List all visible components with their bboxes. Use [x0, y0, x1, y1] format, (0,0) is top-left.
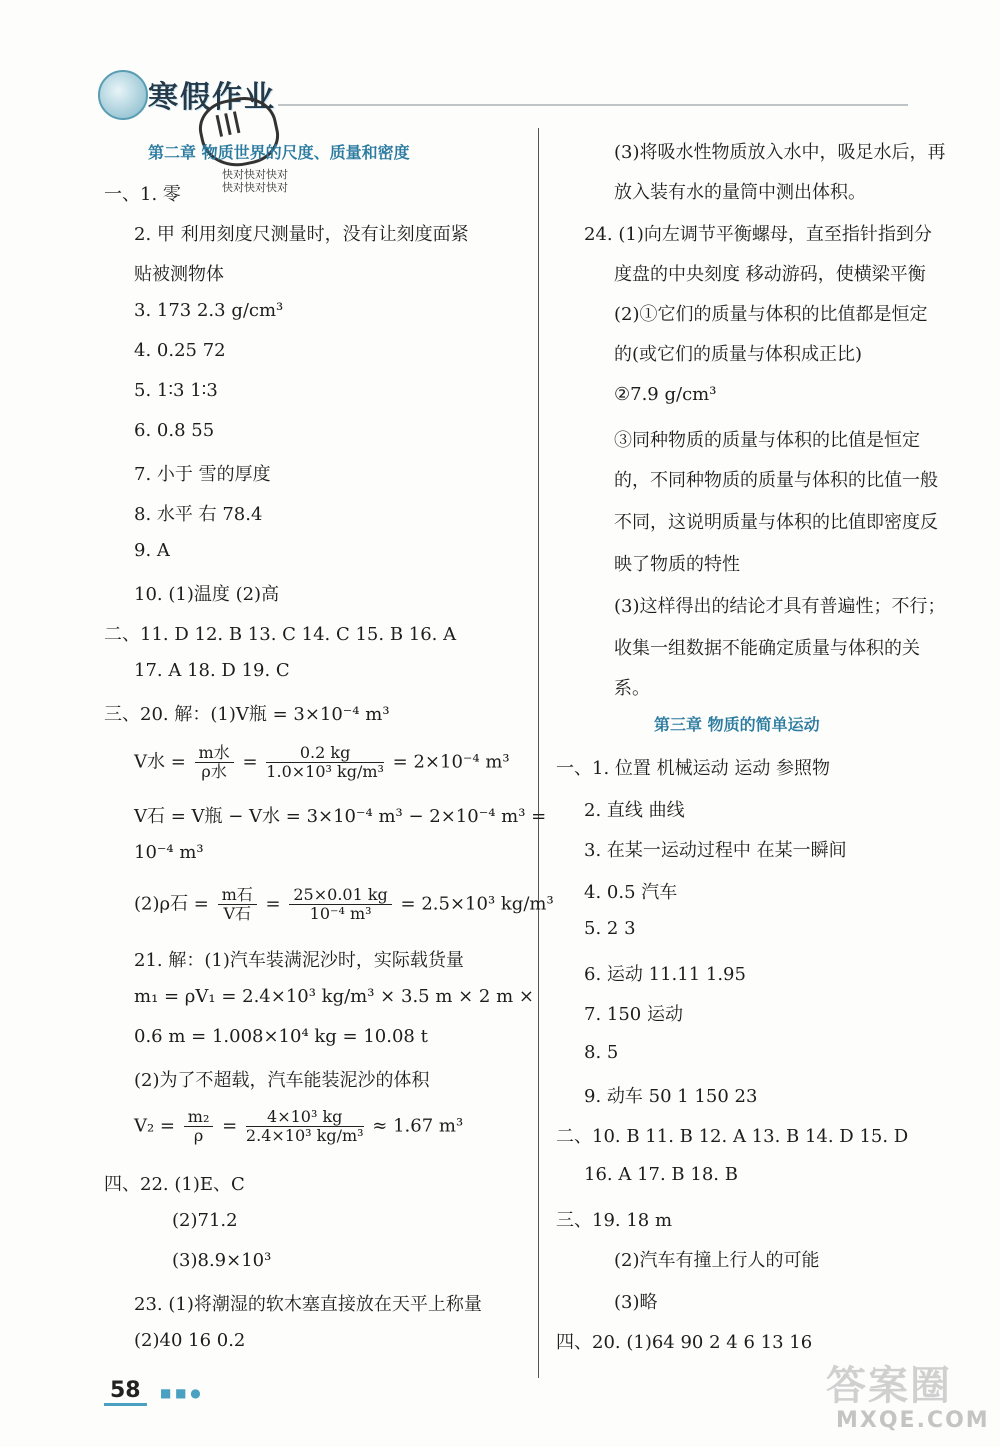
watermark-url: MXQE.COM: [836, 1408, 990, 1433]
header-rule: [278, 104, 908, 106]
answer-line: (2)汽车有撞上行人的可能: [614, 1250, 820, 1271]
answer-line: (3)将吸水性物质放入水中，吸足水后，再: [614, 142, 946, 163]
answer-line: 10. (1)温度 (2)高: [134, 584, 280, 605]
answer-line: 三、20. 解：(1)V瓶 = 3×10⁻⁴ m³: [104, 704, 390, 725]
answer-line: 6. 0.8 55: [134, 420, 215, 441]
answer-line: 2. 甲 利用刻度尺测量时，没有让刻度面紧: [134, 224, 469, 245]
answer-line: (2)71.2: [172, 1210, 238, 1231]
answer-line: 9. 动车 50 1 150 23: [584, 1086, 758, 1107]
answer-line: 的(或它们的质量与体积成正比): [614, 344, 863, 365]
equation-v-stone: V石 = V瓶 − V水 = 3×10⁻⁴ m³ − 2×10⁻⁴ m³ =: [134, 806, 547, 827]
answer-line: 三、19. 18 m: [556, 1210, 673, 1231]
answer-line: 二、10. B 11. B 12. A 13. B 14. D 15. D: [556, 1126, 909, 1147]
answer-line: 17. A 18. D 19. C: [134, 660, 290, 681]
column-divider: [538, 128, 539, 1378]
equation-v2: V₂ = $\frac{\text{m₂}}{\rho}$ = $\frac{\text{4×10³ kg}}{\text{2.4×10³ kg/m³}}$ ≈ 1.67 m³: [134, 1107, 464, 1145]
answer-line: 不同，这说明质量与体积的比值即密度反: [614, 512, 938, 533]
answer-line: (2)①它们的质量与体积的比值都是恒定: [614, 304, 928, 325]
stamp-mark: III: [211, 105, 245, 146]
answer-line: 一、1. 位置 机械运动 运动 参照物: [556, 758, 831, 779]
answer-line: 8. 5: [584, 1042, 619, 1063]
equation-v-water: V水 = $\frac{\text{m水}}{\text{ρ水}}$ = $\frac{0.2 kg}{\text{1.0×10³ kg/m³}}$ = 2×10⁻⁴ m³: [134, 743, 510, 781]
answer-line: 23. (1)将潮湿的软木塞直接放在天平上称量: [134, 1294, 482, 1315]
answer-line: 度盘的中央刻度 移动游码，使横梁平衡: [614, 264, 926, 285]
answer-line: 24. (1)向左调节平衡螺母，直至指针指到分: [584, 224, 932, 245]
answer-line: 一、1. 零: [104, 184, 181, 205]
header-title: 寒假作业: [148, 80, 276, 115]
answer-line: 四、20. (1)64 90 2 4 6 13 16: [556, 1332, 813, 1353]
answer-line: 5. 1∶3 1∶3: [134, 380, 218, 401]
answer-line: 6. 运动 11.11 1.95: [584, 964, 746, 985]
answer-line: 3. 173 2.3 g/cm³: [134, 300, 284, 321]
answer-line: 放入装有水的量筒中测出体积。: [614, 182, 866, 203]
chapter-heading: 第二章 物质世界的尺度、质量和密度: [148, 143, 410, 162]
answer-line: 0.6 m = 1.008×10⁴ kg = 10.08 t: [134, 1026, 428, 1047]
logo-icon: [98, 70, 148, 120]
answer-line: 映了物质的特性: [614, 554, 740, 575]
answer-line: (3)8.9×10³: [172, 1250, 272, 1271]
answer-line: 二、11. D 12. B 13. C 14. C 15. B 16. A: [104, 624, 457, 645]
page-number: 58: [104, 1378, 147, 1406]
answer-line: 9. A: [134, 540, 170, 561]
answer-line: (2)为了不超载，汽车能装泥沙的体积: [134, 1070, 430, 1091]
answer-line: 7. 150 运动: [584, 1004, 683, 1025]
watermark-logo: 答案圈: [826, 1363, 952, 1409]
answer-line: 7. 小于 雪的厚度: [134, 464, 271, 485]
answer-line: 四、22. (1)E、C: [104, 1174, 245, 1195]
answer-line: 贴被测物体: [134, 264, 224, 285]
chapter-heading: 第三章 物质的简单运动: [654, 715, 820, 734]
answer-line: (3)这样得出的结论才具有普遍性；不行；: [614, 596, 946, 617]
equation-density-stone: (2)ρ石 = $\frac{\text{m石}}{\text{V石}}$ = $\frac{25\times 0.01 kg}{\text{10⁻⁴ m³}}$ = 2.5×10³ kg/m³: [134, 885, 554, 923]
equation-v-stone-cont: 10⁻⁴ m³: [134, 842, 204, 863]
footer-dots-icon: ■ ■ ●: [160, 1386, 201, 1400]
answer-line: 系。: [614, 678, 650, 699]
answer-line: 3. 在某一运动过程中 在某一瞬间: [584, 840, 847, 861]
answer-line: (2)40 16 0.2: [134, 1330, 246, 1351]
answer-line: 16. A 17. B 18. B: [584, 1164, 738, 1185]
answer-line: 收集一组数据不能确定质量与体积的关: [614, 638, 920, 659]
answer-line: 8. 水平 右 78.4: [134, 504, 263, 525]
answer-line: (3)略: [614, 1292, 658, 1313]
answer-line: 2. 直线 曲线: [584, 800, 685, 821]
answer-line: m₁ = ρV₁ = 2.4×10³ kg/m³ × 3.5 m × 2 m ×: [134, 986, 534, 1007]
answer-line: 21. 解：(1)汽车装满泥沙时，实际载货量: [134, 950, 464, 971]
answer-line: 的，不同种物质的质量与体积的比值一般: [614, 470, 938, 491]
answer-line: 4. 0.5 汽车: [584, 882, 678, 903]
answer-line: 4. 0.25 72: [134, 340, 226, 361]
answer-line: ②7.9 g/cm³: [614, 384, 717, 405]
answer-line: ③同种物质的质量与体积的比值是恒定: [614, 430, 920, 451]
handwritten-note: 快对快对快对 快对快对快对: [222, 168, 288, 194]
answer-line: 5. 2 3: [584, 918, 636, 939]
